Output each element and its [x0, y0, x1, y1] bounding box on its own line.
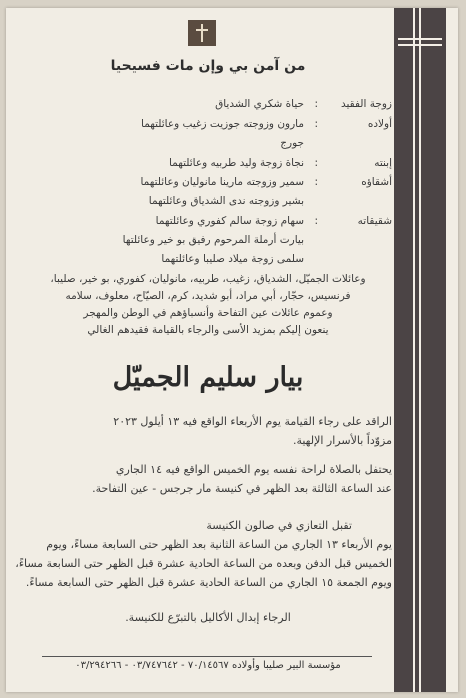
relative-value: حياة شكري الشدياق [215, 98, 304, 110]
relative-row [24, 176, 392, 194]
relative-row [24, 253, 392, 271]
funeral-home-footer: مؤسسة البير صليبا وأولاده ٧٠/١٤٥٦٧ - ٠٣/٧٤٧٦٤٢ - ٠٣/٢٩٤٢٦٦ [75, 660, 341, 671]
relative-label: أشقاؤه [361, 176, 392, 188]
relative-row [24, 137, 392, 155]
relative-value: جورج [280, 137, 304, 149]
death-line: مزوّداً بالأسرار الإلهية. [292, 434, 392, 447]
colon: : [314, 176, 318, 188]
condolences-line: يوم الأربعاء ١٣ الجاري من الساعة الثانية بعد الظهر حتى السابعة مساءً، ويوم [46, 538, 392, 551]
colon: : [314, 157, 318, 169]
relative-row [24, 234, 392, 252]
families-line: ينعون إليكم بمزيد الأسى والرجاء بالقيامة فقيدهم الغالي [87, 324, 329, 336]
relative-row [24, 215, 392, 233]
colon: : [314, 118, 318, 130]
death-line: الراقد على رجاء القيامة يوم الأربعاء الواقع فيه ١٣ أيلول ٢٠٢٣ [113, 415, 392, 428]
families-line: وعموم عائلات عين التفاحة وأنسباؤهم في الوطن والمهجر [83, 307, 333, 319]
relative-value: سمير وزوجته مارينا مانوليان وعائلتهما [140, 176, 304, 188]
flowers-request [24, 608, 392, 627]
condolences-notice [15, 516, 392, 592]
cross-band [394, 8, 446, 692]
relative-value: نجاة زوجة وليد طربيه وعائلتهما [168, 157, 304, 169]
relative-value: سهام زوجة سالم كفوري وعائلتهما [155, 215, 304, 227]
relative-row [24, 98, 392, 116]
relative-value: مارون وزوجته جوزيت زغيب وعائلتهما [141, 118, 304, 130]
condolences-line: ويوم الجمعة ١٥ الجاري من الساعة الحادية عشرة قبل الظهر حتى السابعة مساءً. [25, 576, 392, 589]
families-paragraph [24, 271, 392, 339]
prayer-line: عند الساعة الثالثة بعد الظهر في كنيسة مار جرجس - عين التفاحة. [92, 482, 392, 495]
relative-label: زوجة الفقيد [340, 98, 392, 110]
relative-label: أولاده [367, 118, 392, 130]
band-stripe [419, 8, 421, 692]
prayer-line: يحتفل بالصلاة لراحة نفسه يوم الخميس الواقع فيه ١٤ الجاري [115, 463, 392, 476]
families-line: وعائلات الجميّل، الشدياق، زغيب، طربيه، مانوليان، كفوري، بو خير، صليبا، [50, 273, 366, 285]
request-line: الرجاء إبدال الأكاليل بالتبرّع للكنيسة. [125, 611, 291, 624]
condolences-title: تقبل التعازي في صالون الكنيسة [206, 519, 352, 532]
colon: : [314, 215, 318, 227]
footer-divider [42, 656, 372, 657]
prayer-notice [24, 460, 392, 498]
condolences-line: الخميس قبل الدفن وبعده من الساعة الحادية عشرة قبل الظهر حتى السابعة مساءً، [15, 557, 392, 570]
death-notice [24, 412, 392, 450]
deceased-name: بيار سليم الجميّل [112, 362, 304, 393]
obituary-paper [6, 8, 458, 692]
band-stripe [413, 8, 415, 692]
colon: : [314, 98, 318, 110]
relative-row [24, 157, 392, 175]
relative-label: إبنته [374, 157, 392, 169]
relative-label: شقيقاته [357, 215, 392, 227]
cross-icon [398, 38, 442, 40]
relative-value: بيارت أرملة المرحوم رفيق بو خير وعائلتها [122, 234, 304, 246]
bible-verse: من آمن بي وإن مات فسيحيا [110, 58, 306, 74]
families-line: فرنسيس، حجّار، أبي مراد، أبو شديد، كرم، الصيّاح، معلوف، سلامه [65, 290, 351, 302]
obituary-content [15, 8, 392, 692]
relative-value: بشير وزوجته ندى الشدياق وعائلتهما [148, 195, 304, 207]
cross-icon [398, 44, 442, 46]
relative-row [24, 118, 392, 136]
relative-row [24, 195, 392, 213]
relative-value: سلمى زوجة ميلاد صليبا وعائلتهما [161, 253, 304, 265]
